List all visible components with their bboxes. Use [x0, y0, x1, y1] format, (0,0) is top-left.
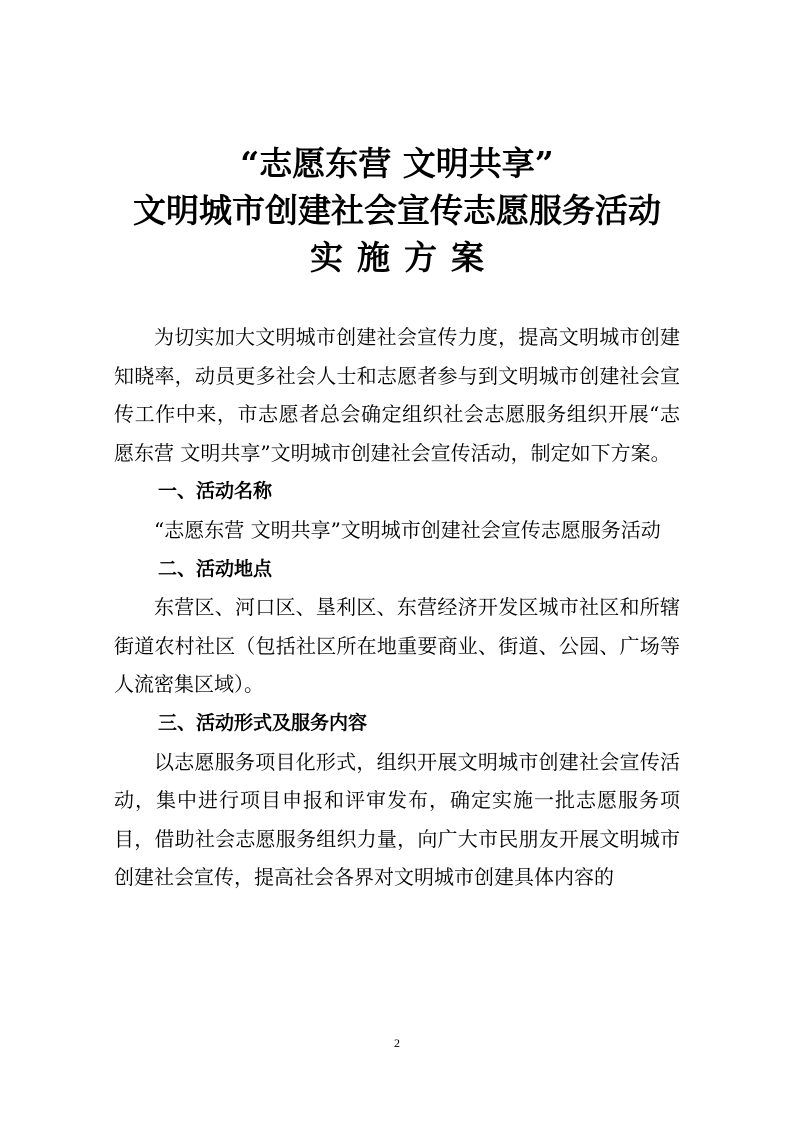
- intro-paragraph: 为切实加大文明城市创建社会宣传力度，提高文明城市创建知晓率，动员更多社会人士和志愿者参与到文明城市创建社会宣传工作中来，市志愿者总会确定组织社会志愿服务组织开展“志愿东营 文明共享”文明城市创建社会宣传活动，制定如下方案。: [114, 325, 680, 465]
- document-body: [114, 318, 680, 897]
- section-heading-name: 一、活动名称: [158, 480, 273, 503]
- title-line-3: 实施方案: [310, 238, 498, 277]
- title-line-1: “志愿东营 文明共享”: [240, 144, 554, 183]
- section-text-location: 东营区、河口区、垦利区、东营经济开发区城市社区和所辖街道农村社区（包括社区所在地重要商业、街道、公园、广场等人流密集区域）。: [114, 595, 680, 697]
- section-text-format: 以志愿服务项目化形式，组织开展文明城市创建社会宣传活动，集中进行项目申报和评审发布，确定实施一批志愿服务项目，借助社会志愿服务组织力量，向广大市民朋友开展文明城市创建社会宣传，提高社会各界对文明城市创建具体内容的: [114, 749, 680, 890]
- title-line-2: 文明城市创建社会宣传志愿服务活动: [133, 191, 661, 230]
- section-text-name: “志愿东营 文明共享”文明城市创建社会宣传志愿服务活动: [154, 517, 661, 542]
- document-title: [0, 140, 794, 281]
- section-heading-location: 二、活动地点: [158, 557, 273, 580]
- section-heading-format: 三、活动形式及服务内容: [158, 711, 368, 734]
- page-number: 2: [394, 1036, 400, 1050]
